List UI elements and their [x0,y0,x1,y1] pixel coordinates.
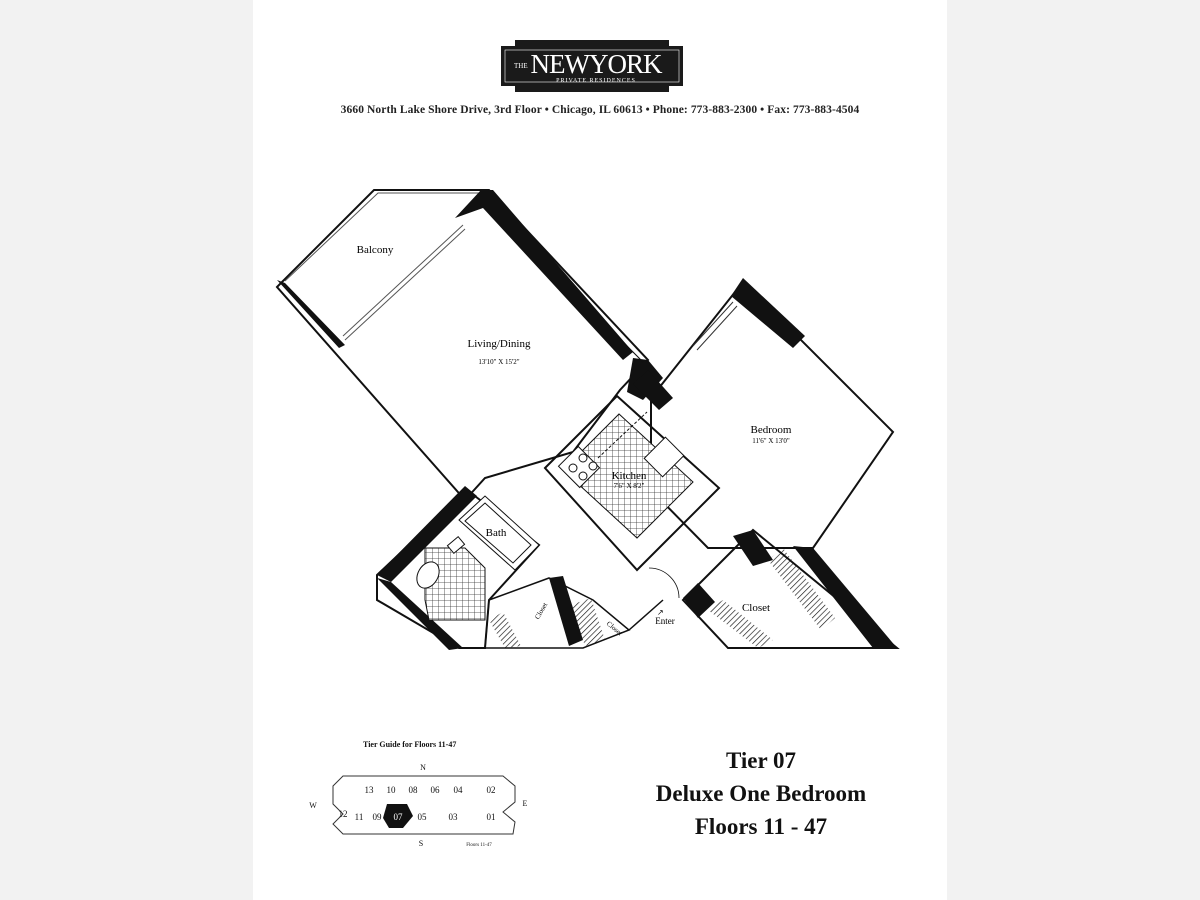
svg-text:S: S [418,839,424,848]
bath-label: Bath [485,527,507,539]
svg-text:09: 09 [372,812,382,822]
bedroom-room [633,278,893,548]
svg-text:08: 08 [408,785,418,795]
closet-a-label: Closet [533,601,550,621]
tier-label: Tier 07 [725,748,797,773]
living-dim-label: 13'10" X 15'2" [478,358,520,366]
svg-text:02: 02 [486,785,496,795]
hall-closets [485,568,679,648]
tier-guide-title: Tier Guide for Floors 11-47 [363,740,457,749]
svg-text:E: E [522,799,528,808]
bath-room [377,486,539,650]
entry-arrow-icon: ↗ [657,608,664,617]
enter-label: Enter [655,616,675,626]
kitchen-label: Kitchen [611,470,647,482]
svg-text:W: W [309,801,317,810]
address-line: 3660 North Lake Shore Drive, 3rd Floor • Chicago, IL 60613 • Phone: 773-883-2300 • Fax: 773-883-4504 [340,104,860,116]
closet-label: Closet [741,602,771,614]
balcony-label: Balcony [356,244,394,256]
bedroom-dim-label: 11'6" X 13'0" [752,437,790,445]
svg-text:05: 05 [417,812,427,822]
svg-text:06: 06 [430,785,440,795]
svg-text:THE: THE [514,62,528,70]
bedroom-label: Bedroom [750,424,792,436]
svg-text:04: 04 [453,785,463,795]
svg-text:12: 12 [338,809,348,819]
svg-text:Floors 11-47: Floors 11-47 [466,843,492,848]
kitchen-dim-label: 7'6" X 8'2" [613,482,645,490]
tier-guide-map [303,756,533,856]
svg-text:01: 01 [486,812,496,822]
closet-b-label: Closet [604,619,624,638]
svg-text:13: 13 [364,785,374,795]
svg-text:10: 10 [386,785,396,795]
svg-text:PRIVATE RESIDENCES: PRIVATE RESIDENCES [556,78,636,84]
living-label: Living/Dining [467,338,531,350]
svg-text:NEWYORK: NEWYORK [530,49,662,79]
unit-type-label: Deluxe One Bedroom [655,781,867,806]
unit-title-block [631,744,891,843]
svg-text:07: 07 [393,812,403,822]
svg-text:11: 11 [354,812,364,822]
svg-text:03: 03 [448,812,458,822]
floor-plan-sheet [253,0,947,900]
svg-text:N: N [420,763,426,772]
floors-label: Floors 11 - 47 [694,814,828,839]
